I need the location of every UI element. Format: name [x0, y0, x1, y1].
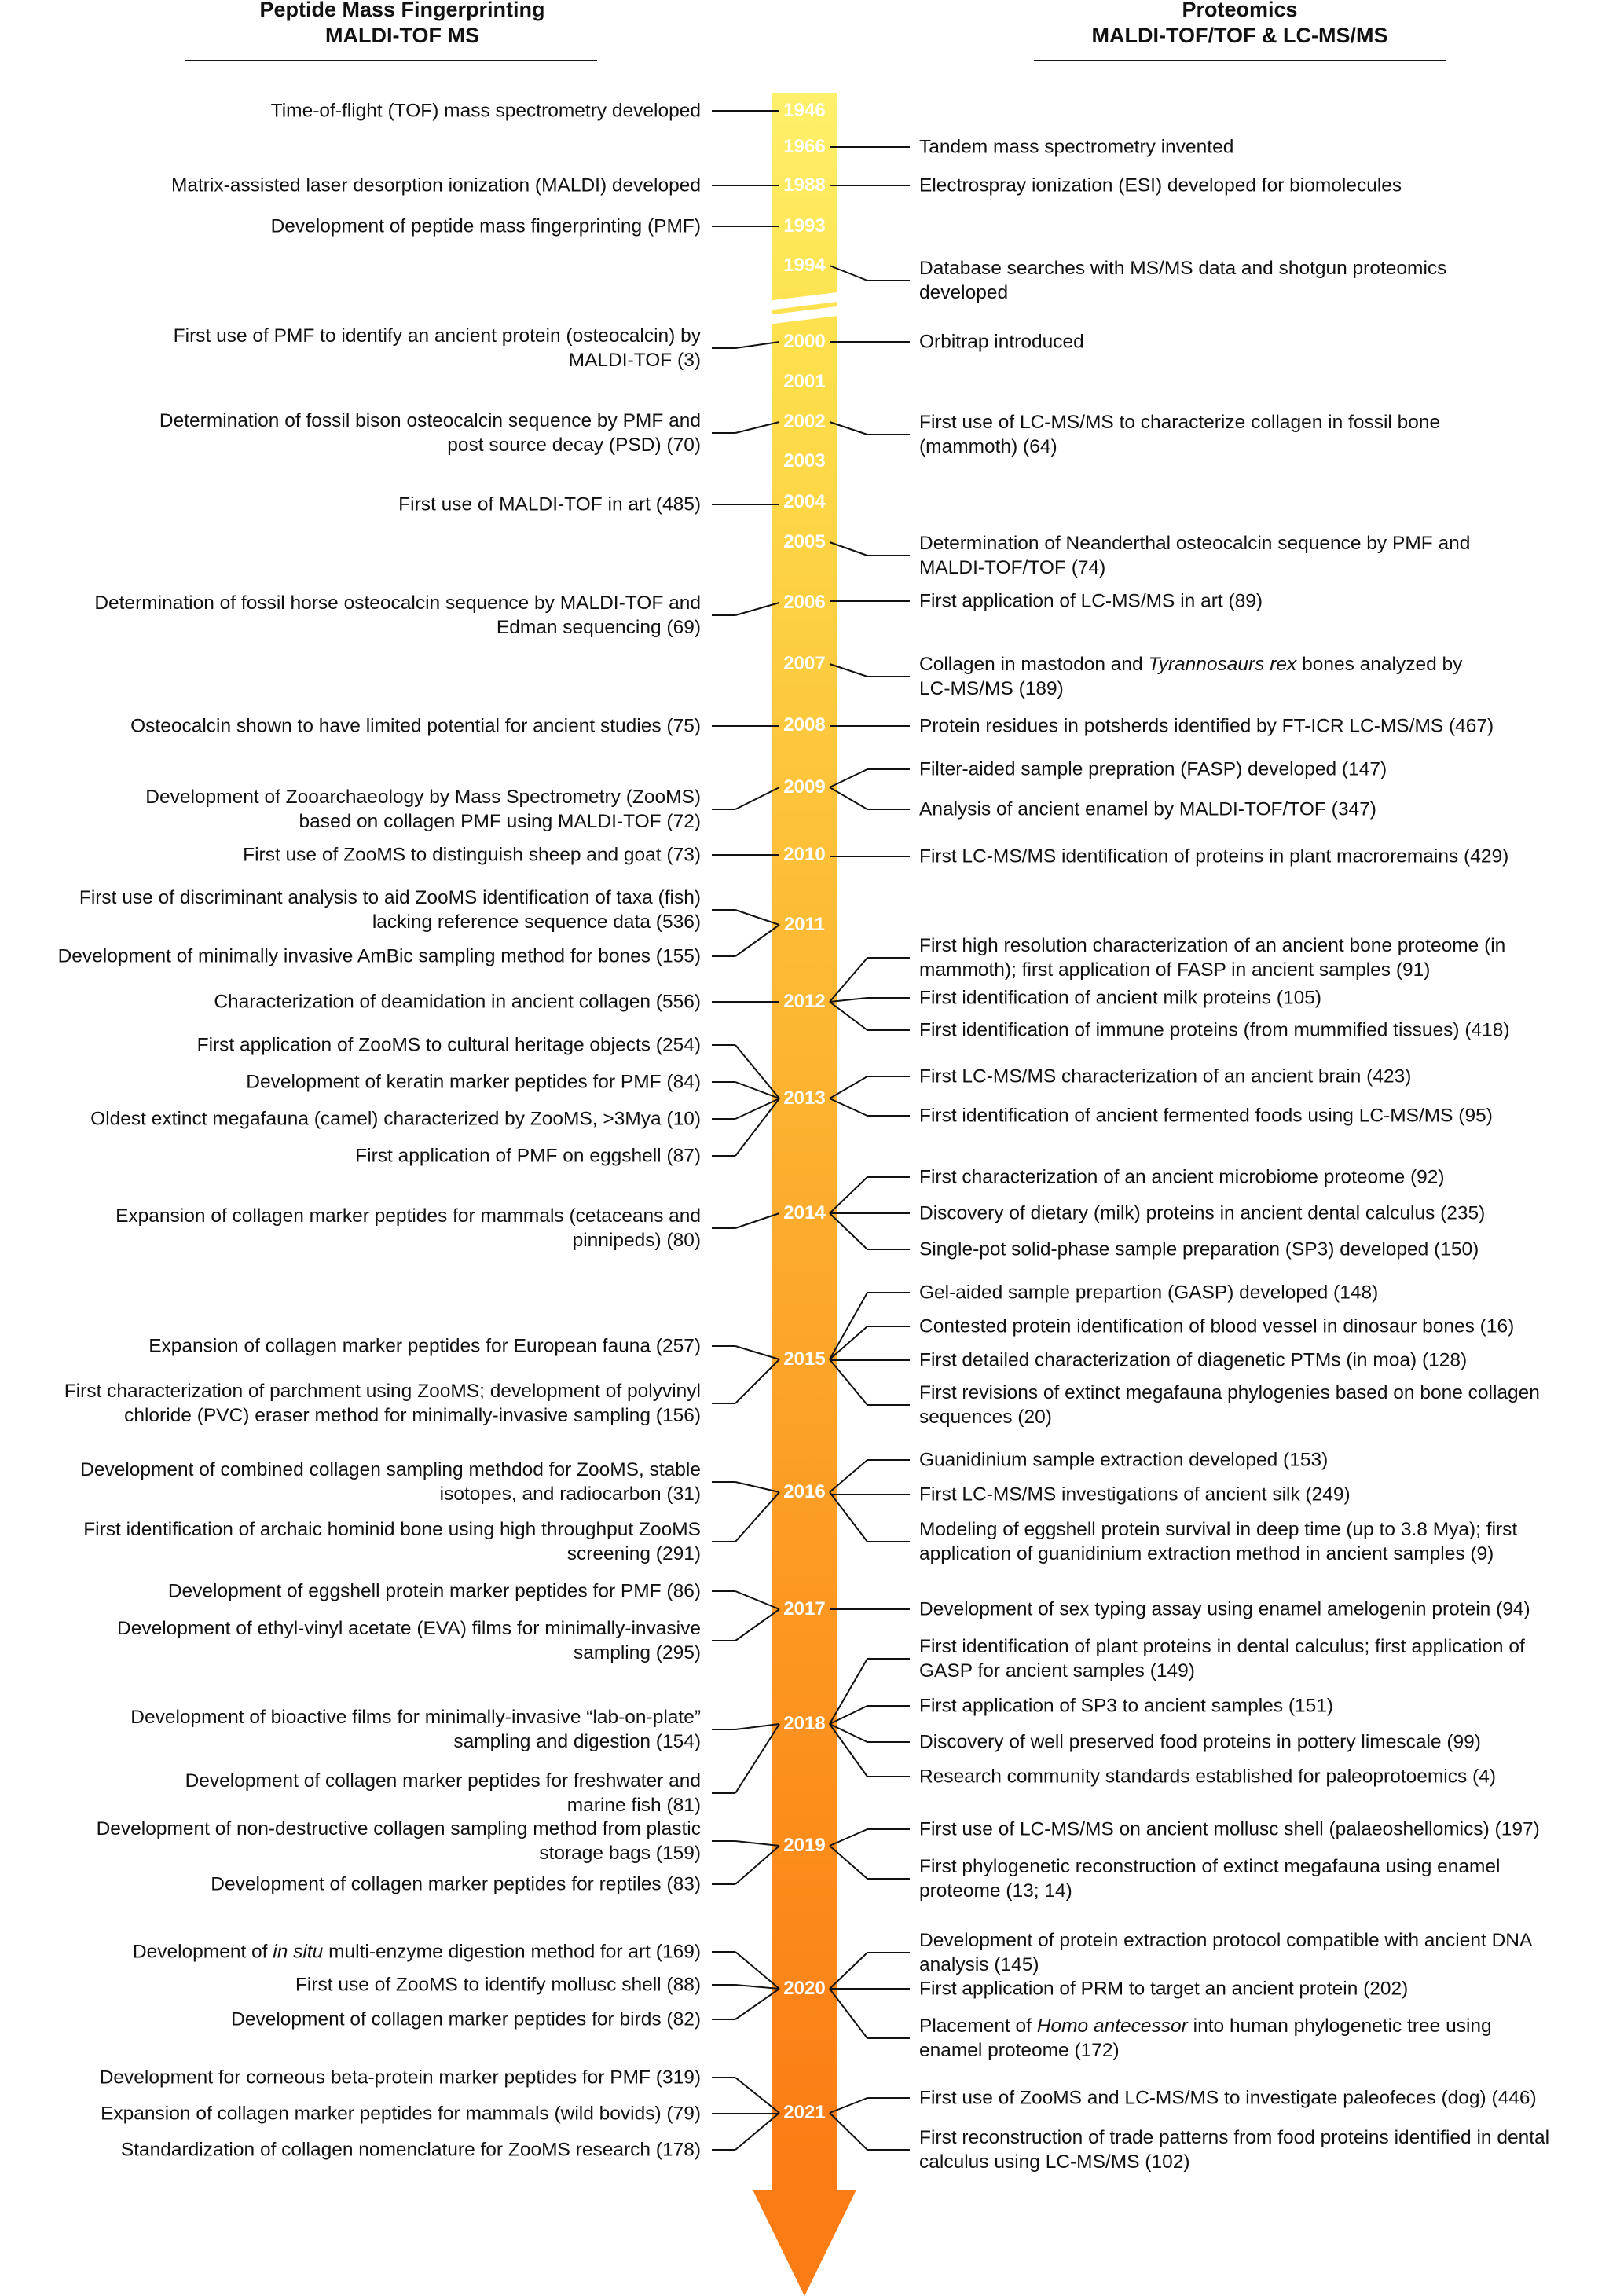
left-event-line: pinnipeds) (80) [572, 1230, 701, 1251]
year-label-2001: 2001 [783, 371, 826, 392]
right-event-line: Tandem mass spectrometry invented [919, 136, 1234, 158]
left-event-line: Osteocalcin shown to have limited potential for ancient studies (75) [130, 715, 701, 737]
right-event-2005 [919, 531, 1470, 580]
left-event-line: chloride (PVC) eraser method for minimally-invasive sampling (156) [124, 1405, 701, 1426]
left-event-line: Expansion of collagen marker peptides for mammals (wild bovids) (79) [101, 2103, 701, 2125]
left-event-line: Development of non-destructive collagen sampling method from plastic [96, 1818, 701, 1839]
left-event-2018 [130, 1705, 701, 1754]
right-event-line: analysis (145) [919, 1954, 1039, 1975]
left-event-2016 [83, 1517, 701, 1566]
left-event-2021 [101, 2102, 701, 2126]
left-event-2019 [211, 1872, 701, 1897]
right-event-2021 [919, 2086, 1537, 2111]
left-event-line: Determination of fossil horse osteocalcin sequence by MALDI-TOF and [94, 592, 701, 614]
right-event-line: First LC-MS/MS characterization of an ancient brain (423) [919, 1065, 1412, 1087]
right-event-line: Database searches with MS/MS data and shotgun proteomics [919, 258, 1447, 279]
left-event-2013 [197, 1033, 701, 1058]
right-event-1988 [919, 174, 1402, 198]
right-event-line: First reconstruction of trade patterns from food proteins identified in dental [919, 2127, 1550, 2148]
right-header-rule [1034, 60, 1446, 61]
year-label-2005: 2005 [783, 531, 826, 552]
right-event-line: First high resolution characterization of an ancient bone proteome (in [919, 935, 1506, 956]
right-event-line: sequences (20) [919, 1407, 1052, 1428]
right-event-line: MALDI-TOF/TOF (74) [919, 557, 1106, 578]
left-event-line: Time-of-flight (TOF) mass spectrometry developed [270, 100, 701, 122]
year-label-2009: 2009 [783, 776, 826, 798]
left-event-line: Development of combined collagen sampling methdod for ZooMS, stable [80, 1459, 701, 1480]
right-event-2008 [919, 714, 1494, 739]
right-event-2020 [919, 1977, 1408, 2001]
right-event-2019 [919, 1817, 1540, 1842]
left-event-line: MALDI-TOF (3) [568, 350, 701, 371]
right-event-2017 [919, 1597, 1530, 1622]
year-label-2021: 2021 [783, 2102, 826, 2123]
left-event-line: First application of ZooMS to cultural heritage objects (254) [196, 1034, 701, 1056]
year-label-2019: 2019 [783, 1835, 826, 1856]
left-header-rule [185, 60, 597, 61]
left-event-line: Development of collagen marker peptides for birds (82) [231, 2008, 701, 2030]
left-event-2000 [174, 324, 701, 372]
left-event-line: First application of PMF on eggshell (87) [355, 1145, 701, 1167]
right-event-line: Discovery of dietary (milk) proteins in ancient dental calculus (235) [919, 1202, 1486, 1224]
left-event-line: First characterization of parchment using ZooMS; development of polyvinyl [64, 1381, 701, 1402]
left-event-line: First use of MALDI-TOF in art (485) [398, 493, 701, 515]
right-event-line: Analysis of ancient enamel by MALDI-TOF/TOF (347) [919, 798, 1376, 820]
right-event-2018 [919, 1694, 1333, 1718]
right-event-line: Contested protein identification of blood vessel in dinosaur bones (16) [919, 1315, 1515, 1337]
right-event-line: mammoth); first application of FASP in ancient samples (91) [919, 959, 1431, 981]
left-event-line: Characterization of deamidation in ancient collagen (556) [214, 991, 701, 1013]
right-header-subtitle: MALDI-TOF/TOF & LC-MS/MS [1091, 24, 1388, 47]
right-event-line: Guanidinium sample extraction developed (153) [919, 1449, 1329, 1471]
left-event-line: Development of peptide mass fingerprinting (PMF) [270, 215, 701, 237]
right-event-2016 [919, 1483, 1351, 1507]
year-label-2000: 2000 [783, 331, 826, 352]
left-event-2008 [130, 714, 701, 739]
left-event-2017 [168, 1579, 701, 1604]
right-event-2012 [919, 933, 1505, 982]
right-event-2013 [919, 1104, 1493, 1128]
left-event-line: Expansion of collagen marker peptides for European fauna (257) [148, 1335, 701, 1357]
left-event-line: First identification of archaic hominid bone using high throughput ZooMS [83, 1519, 701, 1540]
right-event-line: (mammoth) (64) [919, 436, 1057, 457]
right-event-2020 [919, 1928, 1532, 1977]
year-label-2003: 2003 [783, 450, 826, 471]
right-event-2016 [919, 1517, 1517, 1566]
right-event-line: Collagen in mastodon and Tyrannosaurs rex bones analyzed by [919, 654, 1463, 675]
year-label-2011: 2011 [783, 914, 826, 935]
right-event-2015 [919, 1381, 1540, 1429]
left-event-line: First use of ZooMS to identify mollusc shell (88) [295, 1974, 701, 1996]
left-event-2004 [398, 493, 701, 517]
right-event-2015 [919, 1348, 1467, 1373]
right-event-2021 [919, 2125, 1549, 2174]
left-event-2020 [133, 1940, 701, 1964]
right-event-2014 [919, 1238, 1479, 1262]
right-event-2012 [919, 1018, 1510, 1043]
left-event-line: First use of ZooMS to distinguish sheep and goat (73) [243, 844, 701, 866]
right-event-line: LC-MS/MS (189) [919, 678, 1064, 699]
left-event-2011 [79, 886, 701, 934]
year-label-2017: 2017 [783, 1598, 826, 1619]
right-event-line: First use of ZooMS and LC-MS/MS to investigate paleofeces (dog) (446) [919, 2087, 1537, 2109]
year-label-1993: 1993 [783, 215, 826, 237]
left-event-2014 [115, 1204, 701, 1253]
left-event-line: Edman sequencing (69) [496, 617, 701, 638]
right-event-line: Research community standards established for paleoprotoemics (4) [919, 1766, 1496, 1788]
right-event-line: Protein residues in potsherds identified by FT-ICR LC-MS/MS (467) [919, 715, 1494, 737]
left-header-subtitle: MALDI-TOF MS [325, 24, 479, 47]
right-event-line: First application of LC-MS/MS in art (89) [919, 590, 1263, 612]
right-event-line: Determination of Neanderthal osteocalcin sequence by PMF and [919, 533, 1471, 554]
right-event-2012 [919, 986, 1321, 1010]
timeline-arrowhead [753, 2190, 856, 2296]
right-event-2016 [919, 1448, 1328, 1473]
left-event-line: marine fish (81) [566, 1795, 701, 1816]
left-event-2016 [80, 1458, 701, 1506]
left-event-line: Matrix-assisted laser desorption ionization (MALDI) developed [170, 174, 701, 196]
year-label-2016: 2016 [783, 1481, 826, 1502]
year-label-1966: 1966 [783, 136, 826, 157]
right-event-line: Discovery of well preserved food proteins in pottery limescale (99) [919, 1731, 1481, 1753]
right-event-line: enamel proteome (172) [919, 2040, 1120, 2061]
right-event-1966 [919, 135, 1233, 160]
right-header-title: Proteomics [1182, 0, 1298, 21]
left-event-2002 [159, 409, 701, 457]
right-event-2014 [919, 1165, 1445, 1190]
right-event-line: First application of SP3 to ancient samples (151) [919, 1695, 1334, 1717]
left-event-2013 [90, 1107, 701, 1131]
right-event-2015 [919, 1315, 1514, 1339]
right-event-line: proteome (13; 14) [919, 1880, 1072, 1902]
left-event-2020 [295, 1973, 701, 1997]
right-event-2000 [919, 330, 1084, 354]
left-event-line: storage bags (159) [539, 1843, 701, 1864]
right-event-line: application of guanidinium extraction method in ancient samples (9) [919, 1543, 1494, 1564]
left-event-2013 [355, 1144, 701, 1168]
year-label-2012: 2012 [783, 991, 826, 1012]
year-label-2006: 2006 [783, 592, 826, 613]
left-event-2020 [231, 2008, 701, 2032]
right-event-2014 [919, 1201, 1485, 1226]
right-event-line: calculus using LC-MS/MS (102) [919, 2151, 1190, 2173]
right-event-line: First LC-MS/MS investigations of ancient silk (249) [919, 1484, 1351, 1506]
left-event-line: sampling and digestion (154) [453, 1731, 701, 1752]
left-event-line: Development of keratin marker peptides for PMF (84) [246, 1071, 701, 1093]
left-event-line: sampling (295) [573, 1642, 701, 1663]
left-event-line: lacking reference sequence data (536) [372, 911, 701, 933]
left-event-2017 [117, 1616, 701, 1665]
left-event-2010 [243, 843, 701, 867]
left-header-title: Peptide Mass Fingerprinting [259, 0, 545, 21]
left-event-2012 [214, 990, 701, 1014]
left-event-2021 [100, 2066, 701, 2090]
right-event-2018 [919, 1634, 1525, 1683]
right-event-line: Gel-aided sample prepartion (GASP) developed (148) [919, 1282, 1379, 1304]
right-event-line: Development of sex typing assay using enamel amelogenin protein (94) [919, 1598, 1530, 1620]
left-event-line: Development of bioactive films for minimally-invasive “lab-on-plate” [130, 1707, 701, 1728]
right-event-line: First identification of ancient milk proteins (105) [919, 987, 1321, 1009]
right-event-line: Modeling of eggshell protein survival in deep time (up to 3.8 Mya); first [919, 1519, 1518, 1540]
year-label-2002: 2002 [783, 411, 826, 432]
right-column-header [1043, 0, 1436, 49]
left-event-2021 [121, 2138, 701, 2162]
left-event-line: Development for corneous beta-protein marker peptides for PMF (319) [99, 2067, 701, 2089]
italic-term: Homo antecessor [1036, 2015, 1188, 2037]
right-event-line: First phylogenetic reconstruction of extinct megafauna using enamel [919, 1856, 1501, 1877]
left-event-line: post source decay (PSD) (70) [447, 435, 701, 456]
year-label-2013: 2013 [783, 1087, 826, 1109]
left-event-2006 [94, 591, 701, 640]
left-event-2015 [148, 1334, 701, 1359]
year-label-2004: 2004 [783, 491, 826, 512]
right-event-line: First characterization of an ancient microbiome proteome (92) [919, 1166, 1445, 1188]
year-label-2008: 2008 [783, 714, 826, 735]
right-event-line: Filter-aided sample prepration (FASP) developed (147) [919, 758, 1387, 780]
right-event-line: First LC-MS/MS identification of proteins in plant macroremains (429) [919, 845, 1509, 867]
year-label-2015: 2015 [783, 1348, 826, 1370]
right-event-line: First application of PRM to target an ancient protein (202) [919, 1978, 1409, 2000]
right-event-line: First use of LC-MS/MS on ancient mollusc shell (palaeoshellomics) (197) [919, 1818, 1540, 1840]
right-event-line: Orbitrap introduced [919, 331, 1084, 353]
right-event-line: Single-pot solid-phase sample preparation (SP3) developed (150) [919, 1238, 1479, 1260]
right-event-2009 [919, 757, 1387, 782]
left-event-2019 [97, 1817, 701, 1865]
right-event-line: First identification of plant proteins in dental calculus; first application of [919, 1636, 1525, 1657]
left-event-line: Development of in situ multi-enzyme digestion method for art (169) [132, 1941, 701, 1963]
year-label-1946: 1946 [783, 100, 826, 121]
right-event-2006 [919, 589, 1263, 614]
right-event-2010 [919, 845, 1508, 869]
timeline-break-mark [754, 289, 856, 327]
year-label-1994: 1994 [783, 255, 826, 276]
year-label-2020: 2020 [783, 1978, 826, 1999]
italic-term: Tyrannosaurs rex [1148, 654, 1297, 675]
right-event-1994 [919, 256, 1446, 305]
right-event-line: First detailed characterization of diagenetic PTMs (in moa) (128) [919, 1349, 1468, 1371]
right-event-line: developed [919, 282, 1009, 303]
left-event-line: Development of ethyl-vinyl acetate (EVA) films for minimally-invasive [117, 1618, 701, 1639]
left-event-line: Expansion of collagen marker peptides for mammals (cetaceans and [115, 1205, 701, 1227]
left-event-2018 [185, 1769, 701, 1817]
left-event-line: Development of collagen marker peptides for reptiles (83) [211, 1873, 701, 1895]
right-event-2009 [919, 798, 1376, 822]
right-event-2020 [919, 2014, 1492, 2063]
left-event-1988 [171, 174, 701, 198]
left-event-1946 [271, 99, 701, 123]
year-label-2010: 2010 [783, 844, 826, 865]
left-event-line: Development of minimally invasive AmBic sampling method for bones (155) [57, 945, 701, 967]
italic-term: in situ [273, 1941, 324, 1963]
right-event-line: First identification of immune proteins (from mummified tissues) (418) [919, 1019, 1510, 1041]
right-event-2013 [919, 1065, 1411, 1089]
right-event-2018 [919, 1765, 1496, 1789]
year-label-2014: 2014 [783, 1202, 826, 1223]
right-event-2002 [919, 410, 1440, 459]
left-event-2015 [64, 1379, 701, 1428]
right-event-2015 [919, 1281, 1378, 1305]
left-event-line: Development of Zooarchaeology by Mass Spectrometry (ZooMS) [145, 787, 701, 808]
left-event-line: Standardization of collagen nomenclature for ZooMS research (178) [120, 2139, 701, 2161]
timeline-arrow-shaft [772, 93, 837, 2192]
left-event-2013 [246, 1070, 701, 1095]
left-event-line: Development of collagen marker peptides for freshwater and [185, 1770, 701, 1792]
left-event-line: isotopes, and radiocarbon (31) [439, 1484, 701, 1505]
right-event-line: Electrospray ionization (ESI) developed for biomolecules [919, 174, 1402, 196]
year-label-1988: 1988 [783, 174, 826, 196]
right-event-line: Development of protein extraction protocol compatible with ancient DNA [919, 1930, 1533, 1951]
left-event-2009 [145, 785, 701, 834]
left-event-line: First use of discriminant analysis to aid ZooMS identification of taxa (fish) [79, 887, 701, 908]
right-event-2018 [919, 1730, 1481, 1755]
left-event-line: First use of PMF to identify an ancient protein (osteocalcin) by [173, 325, 701, 347]
right-event-line: GASP for ancient samples (149) [919, 1660, 1195, 1682]
left-event-line: screening (291) [566, 1543, 701, 1564]
left-event-line: Determination of fossil bison osteocalcin sequence by PMF and [159, 410, 701, 431]
right-event-2019 [919, 1854, 1501, 1903]
left-event-line: Development of eggshell protein marker peptides for PMF (86) [167, 1580, 701, 1602]
left-column-header [206, 0, 599, 49]
left-event-2011 [58, 944, 701, 969]
left-event-1993 [271, 215, 701, 239]
right-event-line: First identification of ancient fermented foods using LC-MS/MS (95) [919, 1105, 1493, 1127]
left-event-line: Oldest extinct megafauna (camel) characterized by ZooMS, >3Mya (10) [90, 1108, 701, 1130]
right-event-line: Placement of Homo antecessor into human phylogenetic tree using [919, 2015, 1492, 2037]
right-event-line: First use of LC-MS/MS to characterize collagen in fossil bone [919, 412, 1441, 433]
right-event-line: First revisions of extinct megafauna phylogenies based on bone collagen [919, 1382, 1540, 1403]
left-event-line: based on collagen PMF using MALDI-TOF (72) [299, 811, 701, 832]
right-event-2007 [919, 652, 1462, 701]
year-label-2007: 2007 [783, 653, 826, 674]
year-label-2018: 2018 [783, 1713, 826, 1734]
